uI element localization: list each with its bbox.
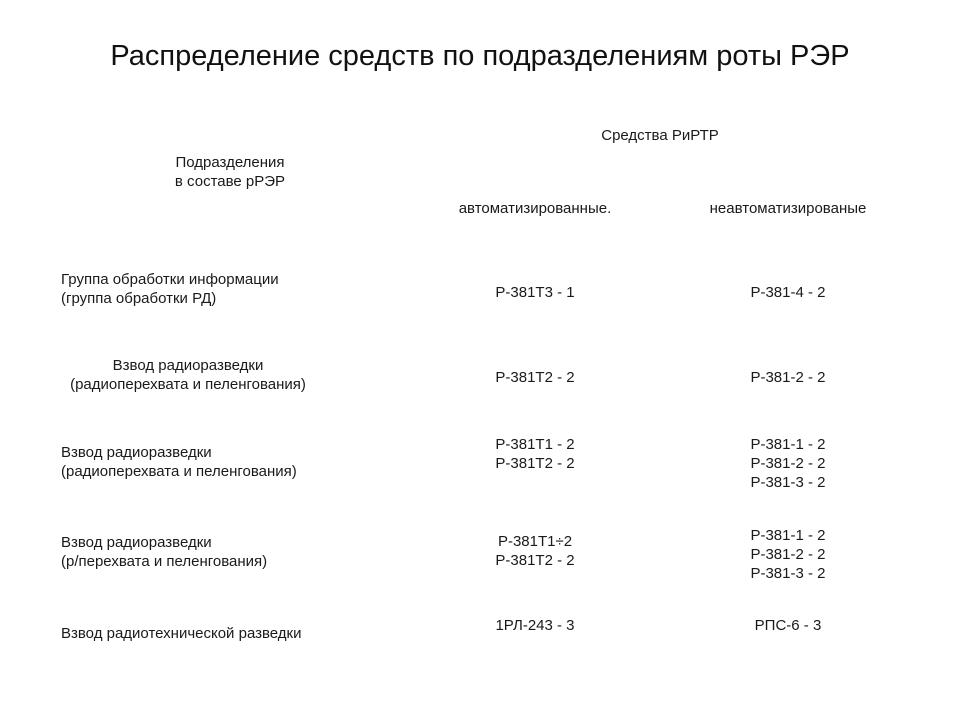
unit-description: (радиоперехвата и пеленгования)	[61, 463, 297, 480]
auto-cell	[435, 435, 635, 473]
col-header-manual: неавтоматизированые	[709, 200, 867, 217]
manual-cell	[688, 283, 888, 302]
unit-name: Группа обработки информации	[61, 271, 279, 288]
manual-item: Р-381-1 - 2	[750, 527, 826, 544]
auto-item: Р-381Т2 - 2	[495, 552, 575, 569]
manual-item: Р-381-2 - 2	[750, 546, 826, 563]
units-header-line1: Подразделения	[175, 154, 285, 171]
units-header-line2: в составе рРЭР	[174, 173, 286, 190]
auto-item: Р-381Т1÷2	[497, 533, 573, 550]
auto-cell	[435, 368, 635, 387]
unit-cell	[61, 624, 302, 643]
unit-description: (группа обработки РД)	[61, 290, 217, 307]
unit-name: Взвод радиоразведки	[112, 357, 264, 374]
manual-item: Р-381-2 - 2	[750, 455, 826, 472]
unit-name: Взвод радиоразведки	[61, 444, 212, 461]
manual-item: Р-381-2 - 2	[750, 369, 826, 386]
unit-cell	[61, 270, 279, 308]
manual-cell	[688, 435, 888, 492]
manual-item: Р-381-1 - 2	[750, 436, 826, 453]
unit-name: Взвод радиоразведки	[61, 534, 212, 551]
unit-cell	[61, 443, 297, 481]
unit-name: Взвод радиотехнической разведки	[61, 625, 302, 642]
auto-item: Р-381Т2 - 2	[495, 455, 575, 472]
auto-cell	[435, 283, 635, 302]
manual-cell	[688, 616, 888, 635]
auto-item: Р-381Т3 - 1	[495, 284, 575, 301]
auto-item: 1РЛ-243 - 3	[495, 617, 575, 634]
auto-item: Р-381Т2 - 2	[495, 369, 575, 386]
auto-item: Р-381Т1 - 2	[495, 436, 575, 453]
unit-cell	[61, 533, 267, 571]
unit-description: (р/перехвата и пеленгования)	[61, 553, 268, 570]
manual-item: Р-381-3 - 2	[750, 474, 826, 491]
manual-item: Р-381-3 - 2	[750, 565, 826, 582]
manual-cell	[688, 526, 888, 583]
group-header: Средства РиРТР	[601, 127, 719, 144]
manual-item: РПС-6 - 3	[754, 617, 822, 634]
units-header	[130, 153, 330, 191]
auto-cell	[435, 616, 635, 635]
slide-title: Распределение средств по подразделениям роты РЭР	[110, 40, 850, 72]
auto-cell	[435, 532, 635, 570]
manual-item: Р-381-4 - 2	[750, 284, 826, 301]
unit-cell	[48, 356, 328, 394]
unit-description: (радиоперехвата и пеленгования)	[70, 376, 306, 393]
col-header-auto: автоматизированные.	[458, 200, 612, 217]
manual-cell	[688, 368, 888, 387]
